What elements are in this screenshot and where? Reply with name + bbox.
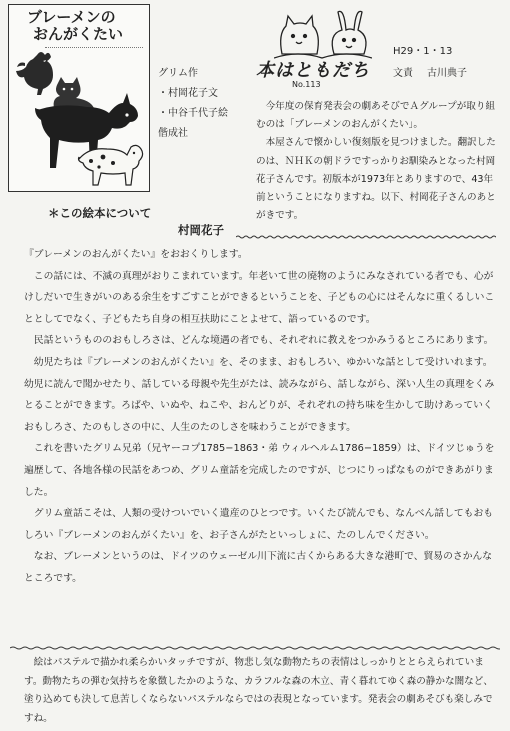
book-illustrator: ・中谷千代子絵 xyxy=(158,108,228,119)
issue-date: H29・1・13 xyxy=(393,46,453,57)
cat-icon xyxy=(54,77,94,108)
cover-title xyxy=(27,9,123,43)
wavy-divider-bottom xyxy=(10,646,500,650)
note-paragraph: 絵はパステルで描かれ柔らかいタッチですが、物悲し気な動物たちの表情はしっかりととらえられています。動物たちの弾む気持ちを象徴したかのような、カラフルな森の木立、青く暮れてゆく森の静かな闇など、塗り込めても決して息苦しくならないパステルならではの表現となっています。発表会の劇あそびも楽しみですね。 xyxy=(24,657,493,724)
dog-icon xyxy=(79,145,143,185)
wavy-divider-top xyxy=(236,235,496,239)
body-paragraph-6: グリム童話こそは、人類の受けついでいく遺産のひとつです。いくたび読んでも、なんべん話してもおもしろい『ブレーメンのおんがくたい』を、お子さんがたといっしょに、たのしんでください。 xyxy=(24,508,494,541)
animal-stack-illustration xyxy=(13,49,147,189)
body-paragraph-4: 幼児たちは『ブレーメンのおんがくたい』を、そのまま、おもしろい、ゆかいな話として受けいれます。幼児に読んで聞かせたり、話している母親や先生がたは、読みながら、話しながら、深い人生の真理をくみとることができます。ろばや、いぬや、ねこや、おんどりが、それぞれの持ち味を生かして助けあっていくおもしろさ、たのもしさの中に、人生のたのしさを味わうことができます。 xyxy=(24,356,495,433)
issue-number: No.113 xyxy=(292,80,321,89)
body-paragraph-5: これを書いたグリム兄弟（兄ヤーコプ1785−1863・弟 ウィルヘルム1786−1859）は、ドイツじゅうを遍歴して、各地各様の民話をあつめ、グリム童話を完成したのですが、じつにりっぱなものができあがりました。 xyxy=(24,443,495,498)
responsible-label: 文責 xyxy=(393,68,413,79)
cat-rabbit-mascot-icon xyxy=(274,8,372,60)
body-paragraph-2: この話には、不滅の真理がおりこまれています。年老いて世の廃物のようにみなされている者でも、心がけしだいで生きがいのある余生をすごすことができるということを、子どもの心にはそんなに重くるしいこととしてでなく、子どもたち自身の相互扶助にことよせて、語っているのです。 xyxy=(24,270,495,325)
book-author: グリム作 xyxy=(158,68,198,79)
book-info xyxy=(158,64,228,144)
responsible-author xyxy=(393,64,481,79)
cover-title-line2: おんがくたい xyxy=(33,25,124,43)
book-cover-illustration xyxy=(8,4,150,192)
newsletter-masthead xyxy=(256,8,386,96)
responsible-name: 古川典子 xyxy=(427,68,467,79)
intro-text xyxy=(256,98,502,225)
rooster-icon xyxy=(16,52,53,95)
body-paragraph-7: なお、ブレーメンというのは、ドイツのウェーゼル川下流に古くからある大きな港町で、貿易のさかんなところです。 xyxy=(24,551,493,584)
cover-title-line1: ブレーメンの xyxy=(27,8,116,26)
body-paragraph-1: 『ブレーメンのおんがくたい』をおおくりします。 xyxy=(24,249,248,260)
section-heading: ＊この絵本について xyxy=(48,206,152,220)
intro-paragraph-1: 今年度の保育発表会の劇あそびでＡグループが取り組むのは「ブレーメンのおんがくたい」。 xyxy=(256,101,496,131)
body-paragraph-3: 民話というもののおもしろさは、どんな境遇の者でも、それぞれに教えをつかみうるところにあります。 xyxy=(33,335,494,347)
intro-paragraph-2: 本屋さんで懐かしい復刻版を見つけました。翻訳したのは、ＮＨＫの朝ドラですっかりお馴染みとなった村岡花子さんです。初版本が1973年とありますので、43年前ということになりますね。以下、村岡花子さんのあとがきです。 xyxy=(256,137,496,222)
section-author: 村岡花子 xyxy=(178,223,224,237)
afterword-body xyxy=(24,244,500,590)
book-translator: ・村岡花子文 xyxy=(158,88,218,99)
book-publisher: 偕成社 xyxy=(158,128,188,139)
closing-note xyxy=(24,654,500,728)
newsletter-title: 本はともだち xyxy=(256,60,370,81)
